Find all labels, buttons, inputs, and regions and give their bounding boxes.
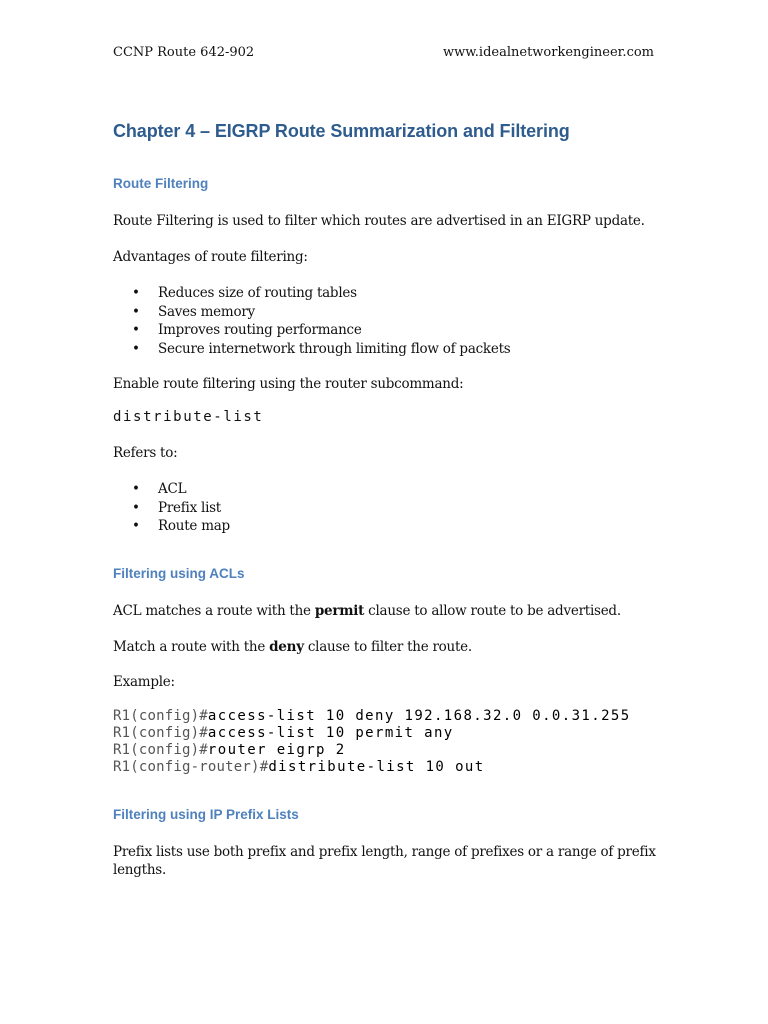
list-item bbox=[113, 285, 510, 304]
bullet-icon: • bbox=[132, 481, 140, 497]
prefix-lists-paragraph-line1: Prefix lists use both prefix and prefix length, range of prefixes or a range of prefix bbox=[113, 844, 656, 860]
cli-command: access-list 10 deny 192.168.32.0 0.0.31.255 bbox=[207, 708, 631, 724]
section-heading-filtering-acls: Filtering using ACLs bbox=[113, 566, 245, 581]
cli-prompt: R1(config)# bbox=[113, 742, 208, 758]
list-item bbox=[113, 341, 510, 360]
cli-command: router eigrp 2 bbox=[207, 742, 346, 758]
section-heading-route-filtering: Route Filtering bbox=[113, 176, 209, 191]
advantages-list bbox=[113, 285, 510, 359]
code-line bbox=[113, 759, 631, 776]
bullet-icon: • bbox=[132, 340, 140, 357]
list-item-text: ACL bbox=[158, 481, 187, 497]
bullet-icon: • bbox=[132, 303, 140, 320]
advantages-label: Advantages of route filtering: bbox=[113, 249, 308, 265]
list-item-text: Saves memory bbox=[158, 303, 255, 320]
list-item-text: Route map bbox=[158, 518, 230, 534]
code-line bbox=[113, 742, 631, 759]
list-item-text: Reduces size of routing tables bbox=[158, 285, 357, 301]
cli-command: access-list 10 permit any bbox=[207, 725, 454, 741]
route-filtering-intro: Route Filtering is used to filter which routes are advertised in an EIGRP update. bbox=[113, 213, 645, 229]
refers-label: Refers to: bbox=[113, 445, 178, 461]
bullet-icon: • bbox=[132, 518, 140, 534]
list-item bbox=[113, 322, 510, 341]
header-course-title: CCNP Route 642-902 bbox=[113, 45, 255, 60]
permit-keyword: permit bbox=[314, 603, 365, 619]
code-example bbox=[113, 708, 631, 776]
acl-deny-paragraph bbox=[113, 639, 472, 655]
section-heading-prefix-lists: Filtering using IP Prefix Lists bbox=[113, 807, 299, 822]
distribute-list-command: distribute-list bbox=[113, 409, 264, 425]
refers-list bbox=[113, 481, 230, 537]
cli-prompt: R1(config)# bbox=[113, 725, 208, 741]
bullet-icon: • bbox=[132, 322, 140, 338]
code-line bbox=[113, 725, 631, 742]
text-run: Match a route with the bbox=[113, 639, 270, 655]
enable-filtering-text: Enable route filtering using the router subcommand: bbox=[113, 376, 464, 392]
bullet-icon: • bbox=[132, 499, 140, 516]
list-item-text: Prefix list bbox=[158, 499, 221, 516]
text-run: clause to filter the route. bbox=[303, 639, 472, 655]
cli-prompt: R1(config-router)# bbox=[113, 759, 269, 775]
deny-keyword: deny bbox=[269, 639, 304, 655]
list-item bbox=[113, 304, 510, 323]
text-run: ACL matches a route with the bbox=[113, 603, 315, 619]
prefix-lists-paragraph-line2: lengths. bbox=[113, 862, 166, 878]
bullet-icon: • bbox=[132, 285, 140, 301]
cli-prompt: R1(config)# bbox=[113, 708, 208, 724]
header-website: www.idealnetworkengineer.com bbox=[442, 45, 654, 60]
cli-command: distribute-list 10 out bbox=[268, 759, 485, 775]
text-run: clause to allow route to be advertised. bbox=[364, 603, 621, 619]
list-item-text: Improves routing performance bbox=[158, 322, 362, 338]
chapter-title: Chapter 4 – EIGRP Route Summarization and Filtering bbox=[113, 121, 570, 141]
list-item-text: Secure internetwork through limiting flow of packets bbox=[158, 340, 511, 357]
list-item bbox=[113, 481, 230, 500]
list-item bbox=[113, 518, 230, 537]
list-item bbox=[113, 500, 230, 519]
code-line bbox=[113, 708, 631, 725]
example-label: Example: bbox=[113, 674, 175, 690]
acl-permit-paragraph bbox=[113, 603, 621, 619]
